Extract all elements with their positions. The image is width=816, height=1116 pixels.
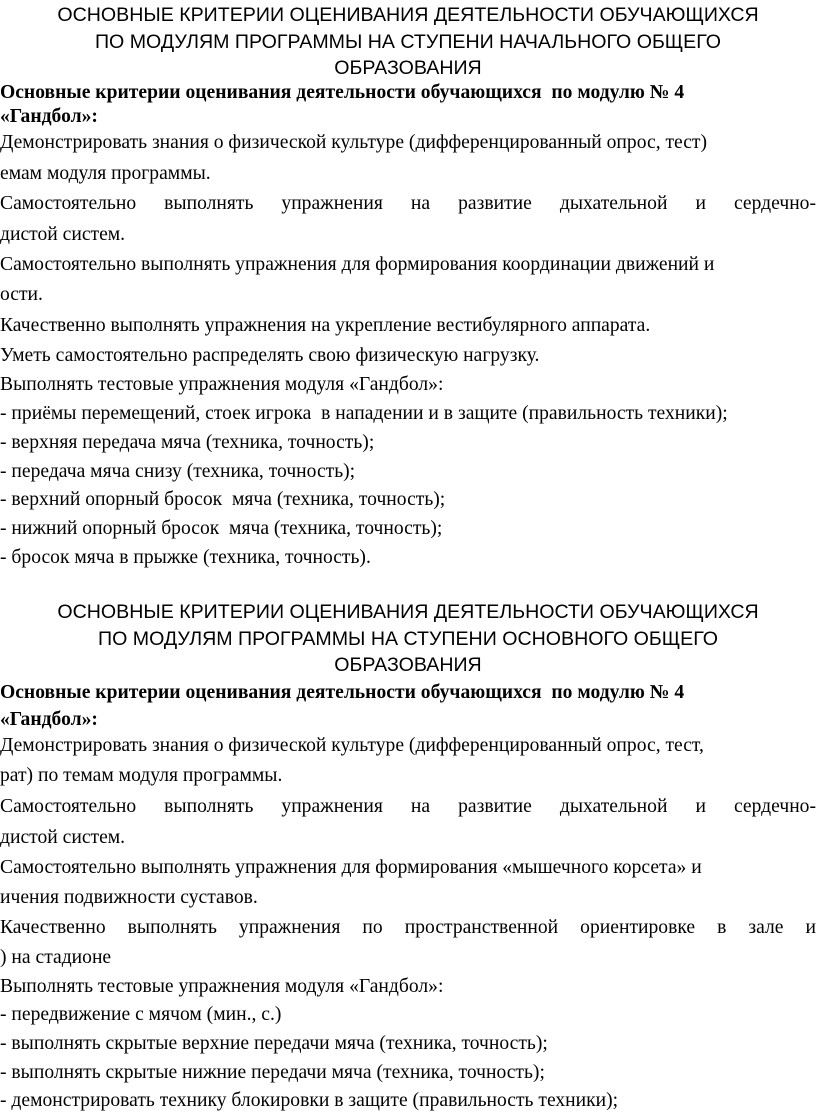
section-2-list-item: - передвижение с мячом (мин., с.) bbox=[0, 1004, 282, 1025]
section-1-list-item: - верхняя передача мяча (техника, точность); bbox=[0, 432, 375, 453]
section-1-text-line: Самостоятельно выполнять упражнения для формирования координации движений и bbox=[0, 254, 715, 275]
section-1-text-line: Качественно выполнять упражнения на укрепление вестибулярного аппарата. bbox=[0, 315, 651, 336]
section-2-list-item: - выполнять скрытые верхние передачи мяча (техника, точность); bbox=[0, 1033, 548, 1054]
section-2-heading-line-3: ОБРАЗОВАНИЯ bbox=[334, 654, 482, 676]
section-2-list-item: - демонстрировать технику блокировки в защите (правильность техники); bbox=[0, 1090, 619, 1111]
section-1-heading-line-3: ОБРАЗОВАНИЯ bbox=[334, 57, 482, 79]
section-2-text-line: рат) по темам модуля программы. bbox=[0, 765, 283, 786]
section-1-list-item: - передача мяча снизу (техника, точность); bbox=[0, 461, 356, 482]
section-1-text-line: Уметь самостоятельно распределять свою физическую нагрузку. bbox=[0, 345, 540, 366]
section-1-list-item: - нижний опорный бросок мяча (техника, точность); bbox=[0, 518, 443, 539]
section-1-text-line: дистой систем. bbox=[0, 224, 126, 245]
section-2-text-line: Демонстрировать знания о физической культуре (дифференцированный опрос, тест, bbox=[0, 735, 704, 756]
section-1-heading-line-2: ПО МОДУЛЯМ ПРОГРАММЫ НА СТУПЕНИ НАЧАЛЬНОГО ОБЩЕГО bbox=[94, 31, 722, 53]
section-1-list-item: - бросок мяча в прыжке (техника, точность). bbox=[0, 547, 371, 568]
section-2-heading-line-2: ПО МОДУЛЯМ ПРОГРАММЫ НА СТУПЕНИ ОСНОВНОГО ОБЩЕГО bbox=[98, 628, 718, 650]
section-1-heading-line-1: ОСНОВНЫЕ КРИТЕРИИ ОЦЕНИВАНИЯ ДЕЯТЕЛЬНОСТИ ОБУЧАЮЩИХСЯ bbox=[57, 4, 759, 26]
section-2-text-line: Качественно выполнять упражнения по пространственной ориентировке в зале и bbox=[0, 917, 816, 938]
section-2-subheading-line-1: Основные критерии оценивания деятельности обучающихся по модулю № 4 bbox=[0, 682, 685, 703]
section-1-text-line: Демонстрировать знания о физической культуре (дифференцированный опрос, тест) bbox=[0, 132, 708, 153]
section-2-text-line: Самостоятельно выполнять упражнения на развитие дыхательной и сердечно- bbox=[0, 796, 816, 817]
section-2-text-line: ичения подвижности суставов. bbox=[0, 887, 258, 908]
section-2-subheading-line-2: «Гандбол»: bbox=[0, 709, 98, 730]
section-2-text-line: дистой систем. bbox=[0, 827, 126, 848]
section-2-text-line: ) на стадионе bbox=[0, 947, 112, 968]
section-1-text-line: ости. bbox=[0, 284, 43, 305]
section-1-list-item: - верхний опорный бросок мяча (техника, точность); bbox=[0, 489, 446, 510]
section-1-text-line: Выполнять тестовые упражнения модуля «Гандбол»: bbox=[0, 374, 444, 395]
section-1-subheading-line-1: Основные критерии оценивания деятельности обучающихся по модулю № 4 bbox=[0, 82, 685, 103]
section-1-text-line: Самостоятельно выполнять упражнения на развитие дыхательной и сердечно- bbox=[0, 193, 816, 214]
section-2-heading-line-1: ОСНОВНЫЕ КРИТЕРИИ ОЦЕНИВАНИЯ ДЕЯТЕЛЬНОСТИ ОБУЧАЮЩИХСЯ bbox=[57, 601, 759, 623]
section-1-subheading-line-2: «Гандбол»: bbox=[0, 106, 98, 127]
section-2-text-line: Выполнять тестовые упражнения модуля «Гандбол»: bbox=[0, 976, 444, 997]
section-1-text-line: емам модуля программы. bbox=[0, 163, 211, 184]
section-1-list-item: - приёмы перемещений, стоек игрока в нападении и в защите (правильность техники); bbox=[0, 403, 728, 424]
section-2-list-item: - выполнять скрытые нижние передачи мяча (техника, точность); bbox=[0, 1062, 545, 1083]
section-2-text-line: Самостоятельно выполнять упражнения для формирования «мышечного корсета» и bbox=[0, 857, 702, 878]
